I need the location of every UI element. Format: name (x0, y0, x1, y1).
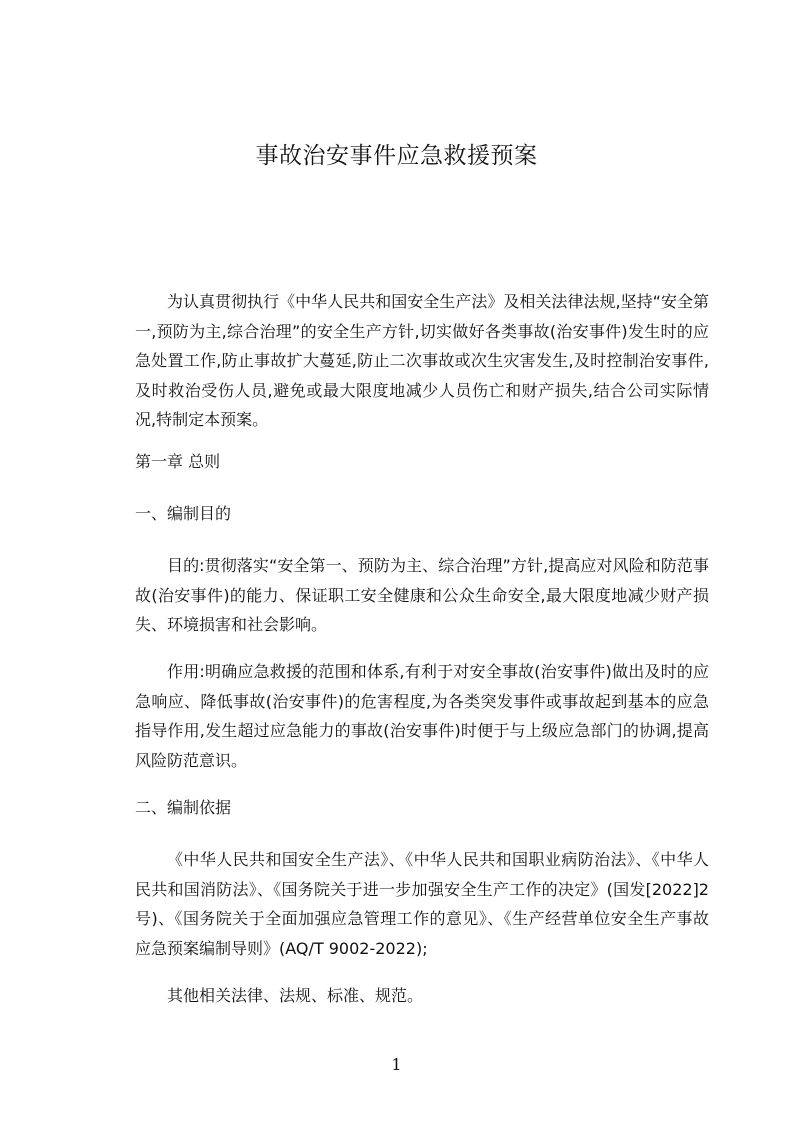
section-heading-basis: 二、编制依据 (135, 798, 232, 817)
section-heading-purpose: 一、编制目的 (135, 504, 232, 523)
purpose-paragraph: 目的:贯彻落实“安全第一、预防为主、综合治理”方针,提高应对风险和防范事故(治安事件)的能力、保证职工安全健康和公众生命安全,最大限度地减少财产损失、环境损害和社会影响。 (135, 556, 709, 634)
basis-paragraph: 《中华人民共和国安全生产法》、《中华人民共和国职业病防治法》、《中华人民共和国消防法》、《国务院关于进一步加强安全生产工作的决定》(国发[2022]2号)、《国务院关于全面加强应急管理工作的意见》、《生产经营单位安全生产事故应急预案编制导则》(AQ/T 9002-2022); (135, 850, 709, 958)
page-number: 1 (391, 1055, 402, 1074)
document-title: 事故治安事件应急救援预案 (255, 143, 538, 169)
chapter-heading: 第一章 总则 (135, 452, 221, 471)
other-basis-paragraph: 其他相关法律、法规、标准、规范。 (167, 986, 424, 1005)
function-paragraph: 作用:明确应急救援的范围和体系,有利于对安全事故(治安事件)做出及时的应急响应、降低事故(治安事件)的危害程度,为各类突发事件或事故起到基本的应急指导作用,发生超过应急能力的事故(治安事件)时便于与上级应急部门的协调,提高风险防范意识。 (135, 662, 709, 770)
intro-paragraph: 为认真贯彻执行《中华人民共和国安全生产法》及相关法律法规,坚持“安全第一,预防为主,综合治理”的安全生产方针,切实做好各类事故(治安事件)发生时的应急处置工作,防止事故扩大蔓延,防止二次事故或次生灾害发生,及时控制治安事件,及时救治受伤人员,避免或最大限度地减少人员伤亡和财产损失,结合公司实际情况,特制定本预案。 (135, 292, 709, 429)
